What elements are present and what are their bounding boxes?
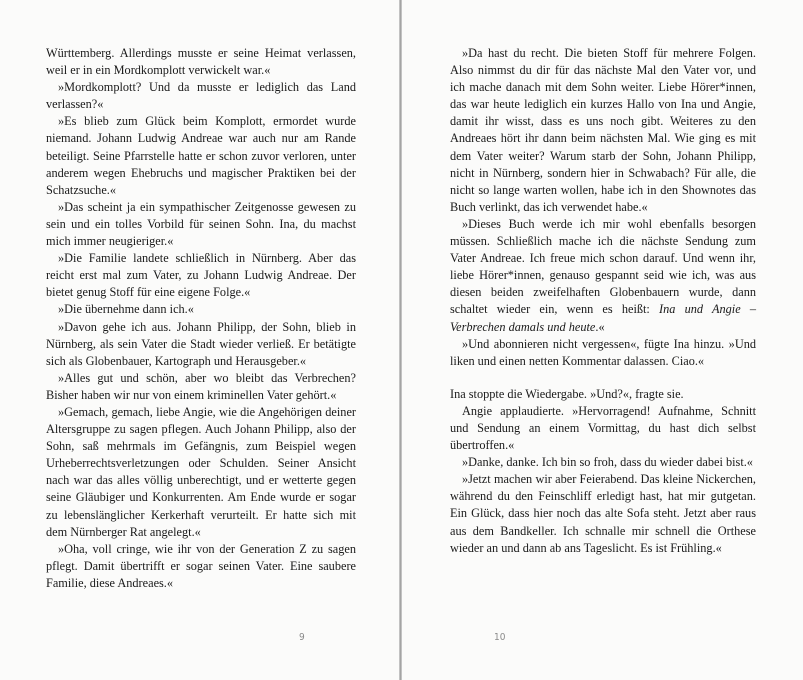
section-break <box>450 370 756 386</box>
paragraph: Angie applaudierte. »Hervorragend! Aufnahme, Schnitt und Sendung an einem Vormittag, du hast dich selbst übertroffen.« <box>450 403 756 453</box>
paragraph: »Alles gut und schön, aber wo bleibt das Verbrechen? Bisher haben wir nur von einem kriminellen Vater gehört.« <box>46 370 356 402</box>
paragraph: Ina stoppte die Wiedergabe. »Und?«, fragte sie. <box>450 386 684 401</box>
left-page <box>0 0 400 680</box>
paragraph: Württemberg. Allerdings musste er seine Heimat verlassen, weil er in ein Mordkomplott verwickelt war.« <box>46 46 356 78</box>
paragraph: »Da hast du recht. Die bieten Stoff für mehrere Folgen. Also nimmst du dir für das nächste Mal den Vater vor, und ich mache danach mit dem Sohn weiter. Liebe Hörer*innen, das war heute lediglich ein kurzes Hallo von Ina und Angie, damit ihr wisst, dass es uns noch gibt. Weiteres zu den Andreaes hört ihr dann beim nächsten Mal. Wie ging es mit dem Vater weiter? Warum starb der Sohn, Johann Philipp, nicht in Nürnberg, sondern hier in Schwabach? Für alle, die nicht so lange warten wollen, habe ich in den Shownotes das Buch verlinkt, das ich verwendet habe.« <box>450 46 756 214</box>
paragraph: »Gemach, gemach, liebe Angie, wie die Angehörigen deiner Altersgruppe zu sagen pflegen. Auch Johann Philipp, also der Sohn, saß mehrmals im Gefängnis, zum Beispiel wegen Urheberrechtsverletzungen oder Schulden. Seiner Ansicht nach war das alles völlig unberechtigt, und er wetterte gegen seine Gläubiger und Konkurrenten. Am Ende wurde er sogar zu lebenslänglicher Kerkerhaft verurteilt. Er hatte sich mit dem Nürnberger Rat angelegt.« <box>46 404 356 539</box>
podcast-title: Ina und Angie – Verbrechen damals und heute <box>450 302 756 334</box>
paragraph: »Das scheint ja ein sympathischer Zeitgenosse gewesen zu sein und ein tolles Vorbild für seinen Sohn. Ina, du machst mich immer neugieriger.« <box>46 199 356 249</box>
paragraph: »Jetzt machen wir aber Feierabend. Das kleine Nickerchen, während du den Feinschliff erledigt hast, hat mir gutgetan. Ein Glück, dass hier noch das alte Sofa steht. Jetzt aber raus aus dem Bandkeller. Ich schnalle mir schnell die Orthese wieder an und dann ab ans Tageslicht. Es ist Frühling.« <box>450 472 756 555</box>
paragraph: »Die Familie landete schließlich in Nürnberg. Aber das reicht erst mal zum Vater, zu Johann Ludwig Andreae. Der bietet genug Stoff für eine eigene Folge.« <box>46 251 356 300</box>
paragraph: »Die übernehme dann ich.« <box>58 302 194 317</box>
right-page <box>402 0 803 680</box>
paragraph: »Es blieb zum Glück beim Komplott, ermordet wurde niemand. Johann Ludwig Andreae war auch nur am Rande beteiligt. Seine Pfarrstelle hatte er schon zuvor verloren, unter anderem wegen Ehebruchs und magischer Praktiken bei der Schatzsuche.« <box>46 114 356 197</box>
paragraph: »Oha, voll cringe, wie ihr von der Generation Z zu sagen pflegt. Damit übertrifft er sogar seinen Vater. Eine saubere Familie, diese Andreaes.« <box>46 541 356 590</box>
right-page-text <box>450 45 756 557</box>
paragraph <box>450 216 756 336</box>
paragraph: »Und abonnieren nicht vergessen«, fügte Ina hinzu. »Und liken und einen netten Kommentar dalassen. Ciao.« <box>450 336 756 368</box>
paragraph-text: »Dieses Buch werde ich mir wohl ebenfalls besorgen müssen. Schließlich mache ich die nächste Sendung zum Vater Andreae. Ich freue mich schon darauf. Und wenn ihr, liebe Hörer*innen, genauso gespannt seid wie ich, was aus diesen beiden zweifelhaften Globenbauern wurde, dann schaltet wieder ein, wenn es heißt: <box>450 216 756 317</box>
paragraph: »Danke, danke. Ich bin so froh, dass du wieder dabei bist.« <box>462 455 753 470</box>
paragraph: »Davon gehe ich aus. Johann Philipp, der Sohn, blieb in Nürnberg, als sein Vater die Stadt wieder verließ. Er betätigte sich als Globenbauer, Kartograph und Herausgeber.« <box>46 319 356 368</box>
left-page-text <box>46 45 356 592</box>
page-number: 9 <box>299 632 305 643</box>
page-number: 10 <box>494 632 506 643</box>
paragraph: »Mordkomplott? Und da musste er lediglich das Land verlassen?« <box>46 80 356 112</box>
paragraph-text: .« <box>595 319 605 334</box>
